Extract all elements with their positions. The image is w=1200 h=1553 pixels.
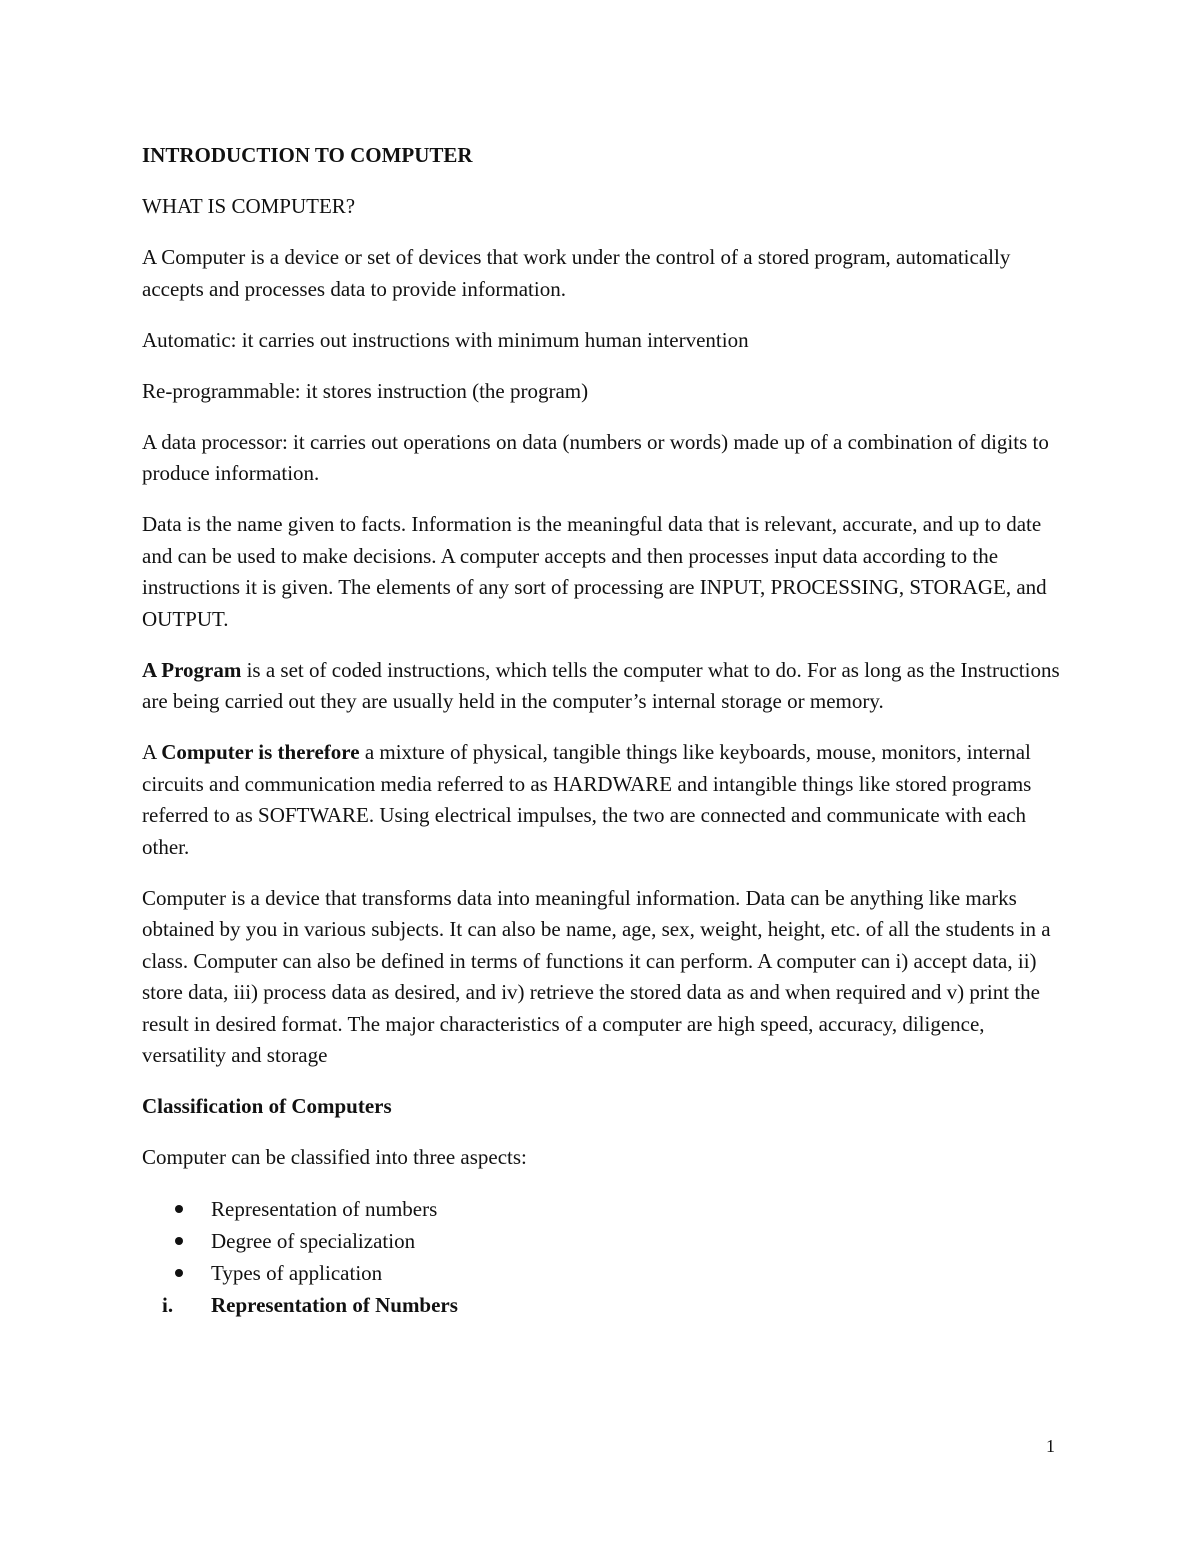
roman-numeral: i. [162, 1293, 174, 1317]
subheading-text: Representation of Numbers [211, 1293, 458, 1317]
paragraph-data-processor: A data processor: it carries out operations on data (numbers or words) made up of a combination of digits to produce information. [142, 429, 1049, 485]
paragraph-definition: A Computer is a device or set of devices that work under the control of a stored program, automatically accepts and processes data to provide information. [142, 245, 1011, 301]
paragraph-computer-therefore [142, 737, 1067, 863]
numbered-subheading [142, 1289, 1067, 1321]
paragraph-data-information: Data is the name given to facts. Information is the meaningful data that is relevant, accurate, and up to date and can be used to make decisions. A computer accepts and then processes input data according to the instructions it is given. The elements of any sort of processing are INPUT, PROCESSING, STORAGE, and OUTPUT. [142, 512, 1047, 631]
paragraph-reprogrammable: Re-programmable: it stores instruction (the program) [142, 378, 589, 403]
bullet-icon [175, 1269, 183, 1277]
list-item [142, 1193, 1067, 1225]
bullet-icon [175, 1205, 183, 1213]
program-term: A Program [142, 657, 242, 682]
therefore-definition: a mixture of physical, tangible things like keyboards, mouse, monitors, internal circuits and communication media referred to as HARDWARE and intangible things like stored programs referred to as SOFTWARE. Using electrical impulses, the two are connected and communicate with each other. [142, 740, 1032, 859]
bullet-icon [175, 1237, 183, 1245]
list-item [142, 1257, 1067, 1289]
classification-intro: Computer can be classified into three aspects: [142, 1145, 527, 1169]
list-item-text: Types of application [211, 1261, 383, 1285]
therefore-term: Computer is therefore [161, 740, 360, 764]
list-item-text: Degree of specialization [211, 1229, 416, 1253]
list-item [142, 1225, 1067, 1257]
list-item-text: Representation of numbers [211, 1197, 438, 1221]
page-number: 1 [1046, 1436, 1055, 1456]
document-body [142, 140, 1067, 1321]
document-title: INTRODUCTION TO COMPUTER [142, 143, 473, 167]
paragraph-program [142, 655, 1067, 718]
paragraph-automatic: Automatic: it carries out instructions with minimum human intervention [142, 327, 749, 352]
therefore-prefix: A [142, 740, 162, 764]
classification-heading: Classification of Computers [142, 1094, 392, 1118]
paragraph-transforms: Computer is a device that transforms data into meaningful information. Data can be anything like marks obtained by you in various subjects. It can also be name, age, sex, weight, height, etc. of all the students in a class. Computer can also be defined in terms of functions it can perform. A computer can i) accept data, ii) store data, iii) process data as desired, and iv) retrieve the stored data as and when required and v) print the result in desired format. The major characteristics of a computer are high speed, accuracy, diligence, versatility and storage [142, 885, 1051, 1067]
section-question: WHAT IS COMPUTER? [142, 194, 356, 218]
classification-list [142, 1193, 1067, 1289]
program-definition: is a set of coded instructions, which tells the computer what to do. For as long as the Instructions are being carried out they are usually held in the computer’s internal storage or memory. [142, 657, 1060, 713]
